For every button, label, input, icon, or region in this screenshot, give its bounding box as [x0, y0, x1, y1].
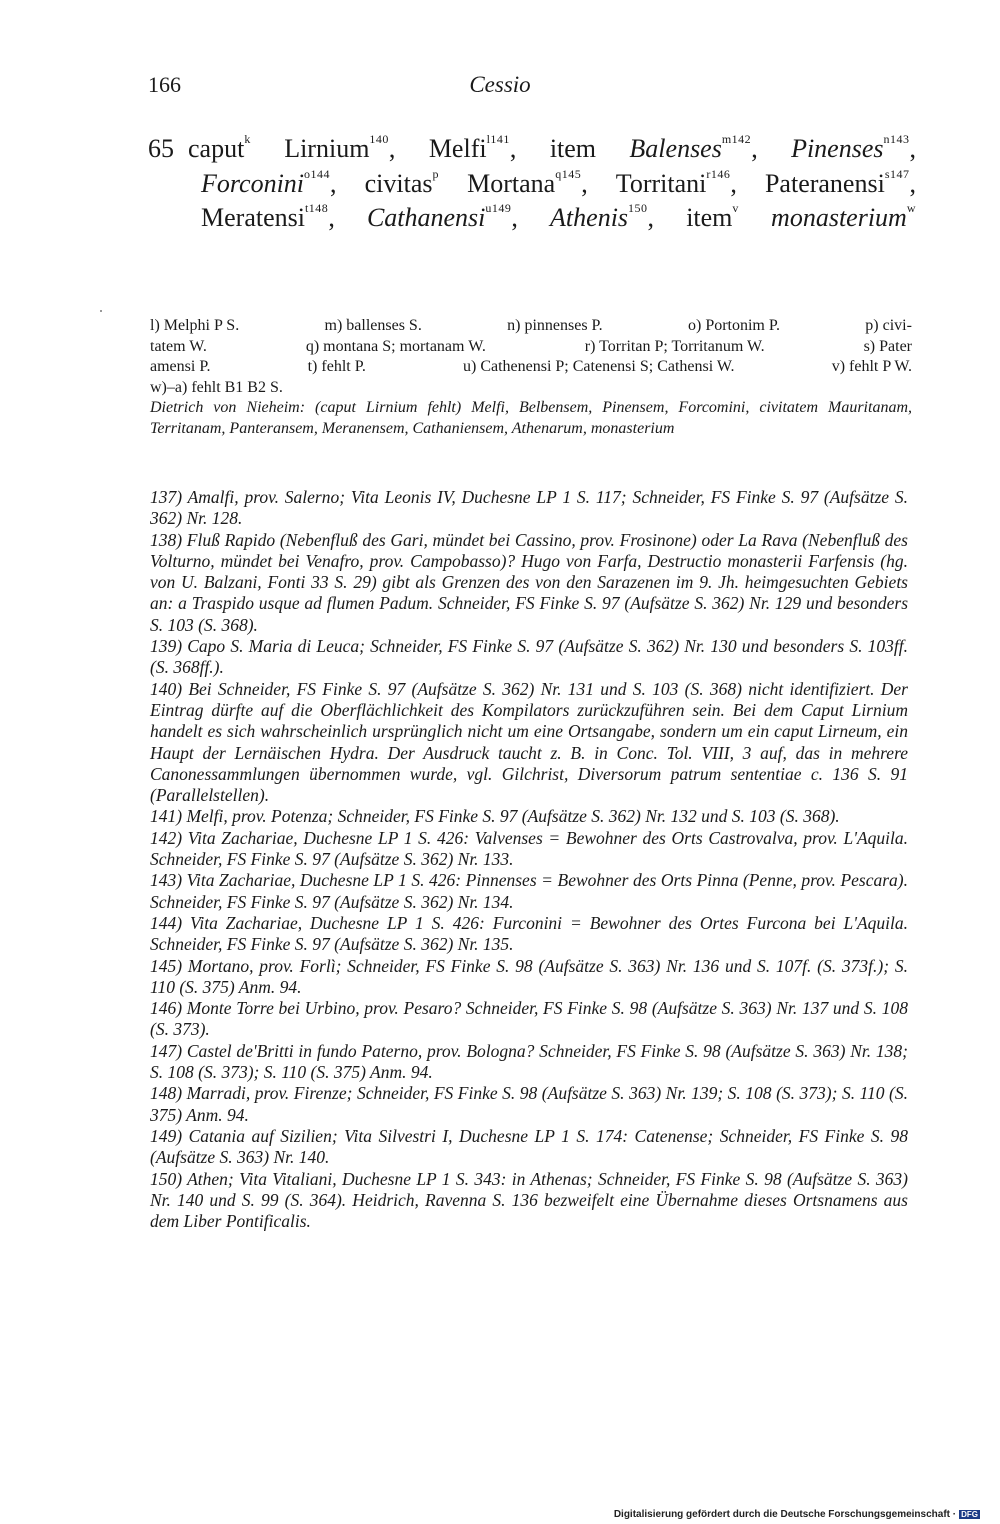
- running-title: Cessio: [469, 72, 531, 97]
- page-number: 166: [148, 72, 181, 97]
- footnote: 141) Melfi, prov. Potenza; Schneider, FS Finke S. 97 (Aufsätze S. 362) Nr. 132 und S. 103 (S. 368).: [150, 806, 840, 827]
- footnote: 148) Marradi, prov. Firenze; Schneider, FS Finke S. 98 (Aufsätze S. 363) Nr. 139; S. 108 (S. 373); S. 110 (S. 375) Anm. 94.: [150, 1083, 908, 1125]
- footnotes: [150, 487, 908, 1232]
- footnote: 150) Athen; Vita Vitaliani, Duchesne LP 1 S. 343: in Athenas; Schneider, FS Finke S. 98 (Aufsätze S. 363) Nr. 140 und S. 99 (S. 364). Heidrich, Ravenna S. 136 bezweifelt eine Übernahme dieses Ortsnamens aus dem Liber Pontificalis.: [150, 1168, 908, 1232]
- footnote: 145) Mortano, prov. Forlì; Schneider, FS Finke S. 98 (Aufsätze S. 363) Nr. 136 und S. 107f. (S. 373f.); S. 110 (S. 375) Anm. 94.: [150, 955, 908, 997]
- apparatus-row: amensi P. t) fehlt P. u) Cathenensi P; Catenensi S; Cathensi W. v) fehlt P W.: [150, 358, 912, 375]
- dietrich-note: Dietrich von Nieheim: (caput Lirnium fehlt) Melfi, Belbensem, Pinensem, Forcomini, civitatem Mauritanam, Territanam, Panteransem, Meranensem, Cathaniensem, Athenarum, monasterium: [150, 399, 912, 437]
- critical-apparatus: [150, 316, 912, 439]
- footnote: 144) Vita Zachariae, Duchesne LP 1 S. 426: Furconini = Bewohner des Ortes Furcona bei L'Aquila. Schneider, FS Finke S. 97 (Aufsätze S. 362) Nr. 135.: [150, 912, 908, 955]
- footer-text: Digitalisierung gefördert durch die Deutsche Forschungsgemeinschaft: [613, 1509, 950, 1520]
- footnote: 140) Bei Schneider, FS Finke S. 97 (Aufsätze S. 362) Nr. 131 und S. 103 (S. 368) nicht identifiziert. Der Eintrag dürfte auf die Oberflächlichkeit des Kompilators zurückzuführen sein. Bei dem Caput Lirnium handelt es sich wahrscheinlich ursprünglich nicht um eine Ortsangabe, sondern um ein caput Lirneum, ein Haupt der Lernäischen Hydra. Der Ausdruck taucht z. B. in Conc. Tol. VIII, 3 auf, das in mehrere Canonessammlungen übernommen wurde, vgl. Gilchrist, Diversorum patrum sententiae c. 136 S. 91 (Parallelstellen).: [150, 678, 908, 806]
- dfg-logo: DFG: [961, 1510, 978, 1519]
- apparatus-row: w)–a) fehlt B1 B2 S.: [150, 378, 283, 396]
- main-line-1: 65 caput$^k$ Lirnium$^{140}$, Melfi$^{l141}$, item Balenses$^{m142}$, Pinenses$^{n143}$,: [148, 132, 916, 163]
- footnote: 147) Castel de'Britti in fundo Paterno, prov. Bologna? Schneider, FS Finke S. 98 (Aufsätze S. 363) Nr. 138; S. 108 (S. 373); S. 110 (S. 375) Anm. 94.: [150, 1040, 908, 1083]
- footnote: 137) Amalfi, prov. Salerno; Vita Leonis IV, Duchesne LP 1 S. 117; Schneider, FS Finke S. 97 (Aufsätze S. 362) Nr. 128.: [150, 487, 908, 529]
- main-text: [148, 132, 916, 236]
- funding-footer: Digitalisierung gefördert durch die Deutsche Forschungsgemeinschaft · DFG: [613, 1509, 978, 1520]
- footnote: 142) Vita Zachariae, Duchesne LP 1 S. 426: Valvenses = Bewohner des Orts Castrovalva, prov. L'Aquila. Schneider, FS Finke S. 97 (Aufsätze S. 362) Nr. 133.: [150, 827, 908, 870]
- apparatus-row: tatem W. q) montana S; mortanam W. r) Torritan P; Torritanum W. s) Pater: [150, 337, 912, 355]
- footnote: 146) Monte Torre bei Urbino, prov. Pesaro? Schneider, FS Finke S. 98 (Aufsätze S. 363) Nr. 137 und S. 108 (S. 373).: [150, 998, 908, 1040]
- footnote: 143) Vita Zachariae, Duchesne LP 1 S. 426: Pinnenses = Bewohner des Orts Pinna (Penne, prov. Pescara). Schneider, FS Finke S. 97 (Aufsätze S. 362) Nr. 134.: [150, 870, 908, 912]
- main-line-2: Forconini$^{o144}$, civitas$^p$ Mortana$^{q145}$, Torritani$^{r146}$, Pateranensi$^{s147}$,: [201, 166, 916, 198]
- footnote: 138) Fluß Rapido (Nebenfluß des Gari, mündet bei Cassino, prov. Frosinone) oder La Rava (Nebenfluß des Volturno, mündet bei Venafro, prov. Campobasso)? Hugo von Farfa, Destructio monasterii Farfensis (hg. von U. Balzani, Fonti 33 S. 29) gibt als Grenzen des von den Sarazenen im 9. Jh. heimgesuchten Gebiets an: a Traspido usque ad flumen Padum. Schneider, FS Finke S. 97 (Aufsätze S. 362) Nr. 129 und besonders S. 103 (S. 368).: [150, 529, 908, 635]
- apparatus-row: l) Melphi P S. m) ballenses S. n) pinnenses P. o) Portonim P. p) civi-: [150, 317, 912, 334]
- scan-speck: [100, 310, 102, 312]
- main-line-3: Meratensi$^{t148}$, Cathanensi$^{u149}$, Athenis$^{150}$, item$^v$ monasterium$^w$: [201, 201, 916, 232]
- footnote: 139) Capo S. Maria di Leuca; Schneider, FS Finke S. 97 (Aufsätze S. 362) Nr. 130 und besonders S. 103ff. (S. 368ff.).: [150, 636, 908, 678]
- footnote: 149) Catania auf Sizilien; Vita Silvestri I, Duchesne LP 1 S. 174: Catenense; Schneider, FS Finke S. 98 (Aufsätze S. 363) Nr. 140.: [150, 1125, 908, 1168]
- line-number: 65: [148, 134, 174, 163]
